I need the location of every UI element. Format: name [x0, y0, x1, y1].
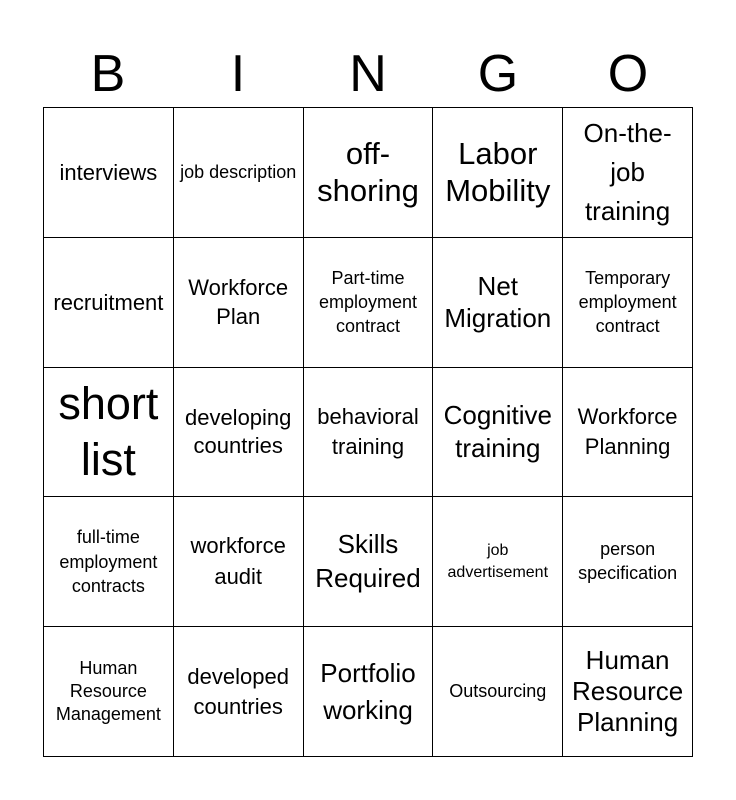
cell-text: job advertisement [447, 542, 549, 581]
bingo-cell[interactable] [304, 497, 434, 627]
cell-text: job description [180, 162, 297, 183]
bingo-cell[interactable] [44, 627, 174, 757]
bingo-cell[interactable] [174, 238, 304, 368]
cell-text: recruitment [53, 289, 164, 315]
bingo-cell[interactable] [563, 497, 693, 627]
cell-text: developed countries [187, 663, 289, 719]
header-letter-n: N [349, 45, 387, 103]
bingo-cell[interactable] [174, 108, 304, 238]
cell-text: On-the-job training [583, 117, 672, 226]
bingo-cell[interactable] [304, 238, 434, 368]
cell-text: interviews [59, 159, 158, 185]
header-letter-i: I [230, 45, 246, 103]
cell-text: Skills Required [315, 528, 421, 593]
cell-text: person specification [578, 539, 678, 583]
cell-text: workforce audit [190, 532, 286, 589]
cell-text: Labor Mobility [445, 136, 551, 209]
bingo-cell[interactable] [563, 368, 693, 498]
bingo-cell[interactable] [174, 627, 304, 757]
bingo-cell[interactable] [433, 238, 563, 368]
bingo-cell[interactable] [44, 238, 174, 368]
header-letter-o: O [607, 45, 649, 103]
cell-text: Cognitive training [443, 400, 552, 463]
cell-text: full-time employment contracts [59, 527, 158, 596]
cell-text: Outsourcing [449, 681, 547, 702]
bingo-cell[interactable] [563, 627, 693, 757]
bingo-cell[interactable] [433, 108, 563, 238]
bingo-card [43, 107, 693, 757]
bingo-cell[interactable] [174, 497, 304, 627]
header-letter-b: B [90, 45, 126, 103]
bingo-header [43, 40, 693, 108]
cell-text: Human Resource Planning [571, 644, 684, 738]
bingo-cell[interactable] [563, 108, 693, 238]
cell-text: Workforce Plan [188, 274, 289, 330]
bingo-cell[interactable] [304, 108, 434, 238]
cell-text: Portfolio working [320, 658, 416, 725]
bingo-cell[interactable] [304, 368, 434, 498]
bingo-cell[interactable] [433, 368, 563, 498]
bingo-cell[interactable] [433, 627, 563, 757]
cell-text: Temporary employment contract [578, 267, 677, 337]
bingo-cell[interactable] [44, 108, 174, 238]
header-letter-g: G [477, 45, 519, 103]
bingo-cell[interactable] [174, 368, 304, 498]
cell-text: Workforce Planning [577, 404, 678, 459]
bingo-cell[interactable] [44, 368, 174, 498]
cell-text: short list [58, 377, 159, 485]
bingo-cell[interactable] [304, 627, 434, 757]
bingo-cell[interactable] [44, 497, 174, 627]
bingo-cell[interactable] [563, 238, 693, 368]
cell-text: behavioral training [317, 404, 419, 459]
cell-text: Net Migration [444, 270, 552, 334]
cell-text: off-shoring [317, 136, 419, 209]
cell-text: developing countries [184, 405, 292, 458]
cell-text: Part-time employment contract [318, 267, 417, 337]
bingo-cell[interactable] [433, 497, 563, 627]
cell-text: Human Resource Management [55, 657, 161, 725]
